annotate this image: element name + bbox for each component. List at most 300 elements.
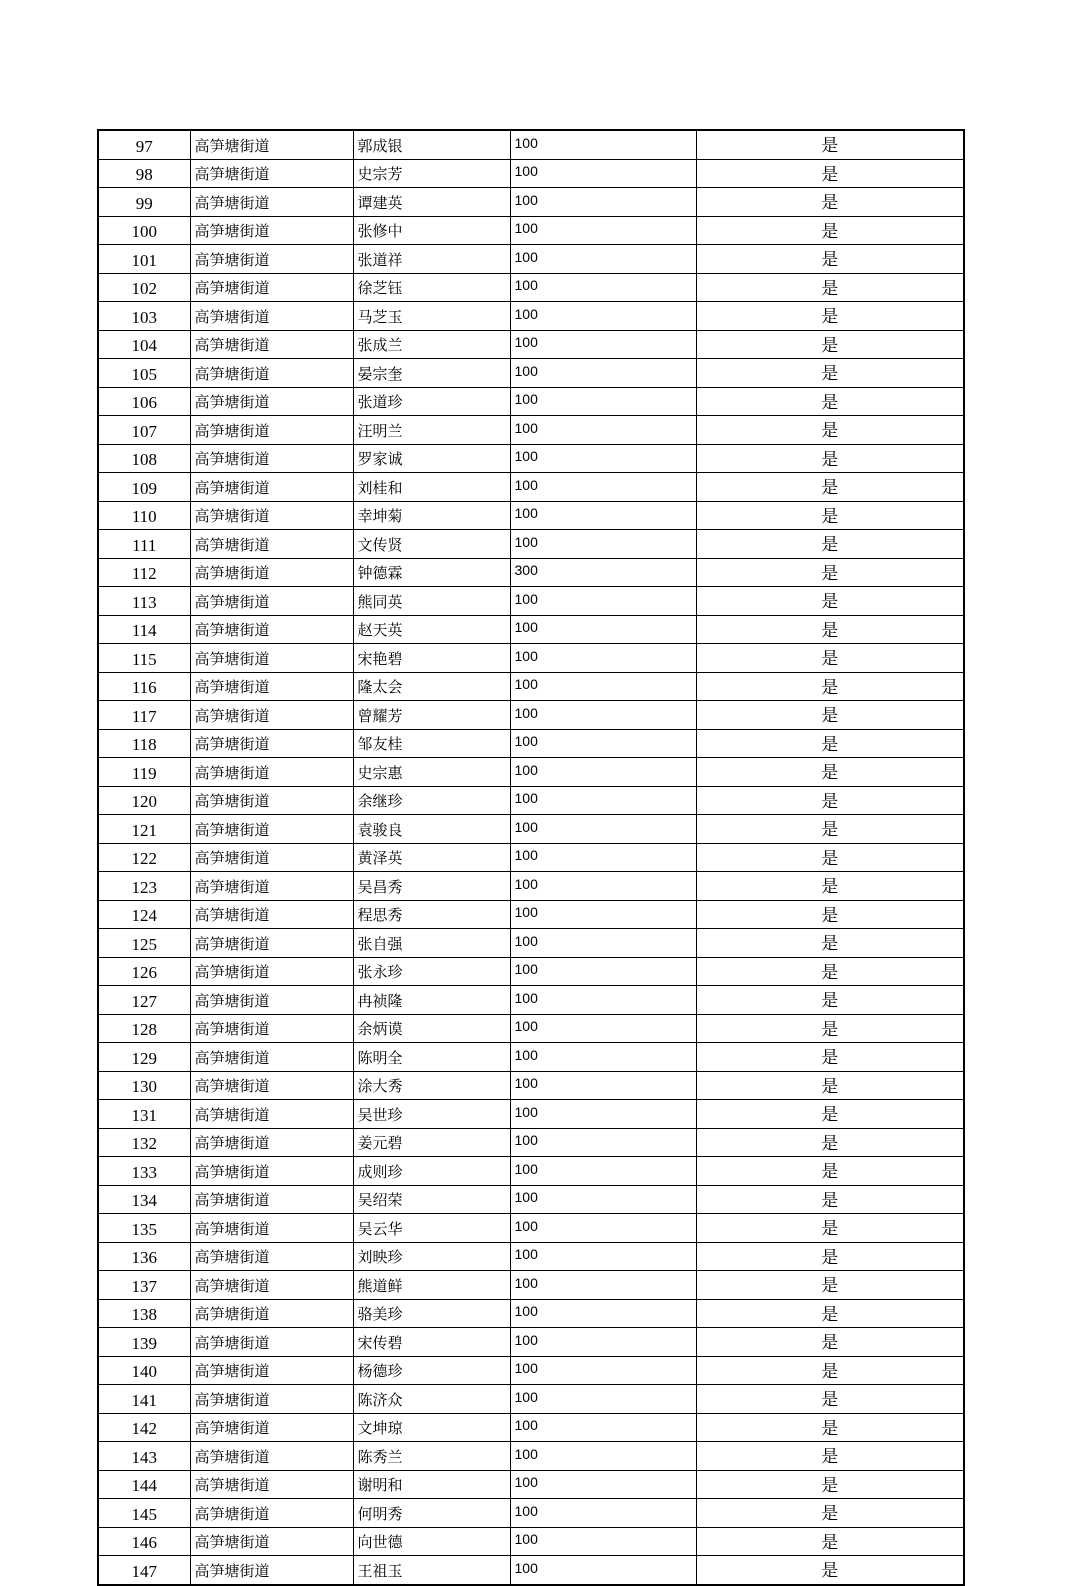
row-number-cell: 130 (98, 1071, 190, 1100)
person-name-cell: 马芝玉 (353, 302, 510, 331)
amount-cell: 100 (510, 444, 696, 473)
street-cell: 高笋塘街道 (190, 1385, 353, 1414)
flag-cell: 是 (696, 758, 964, 787)
street-cell: 高笋塘街道 (190, 216, 353, 245)
amount-cell: 100 (510, 530, 696, 559)
row-number-cell: 115 (98, 644, 190, 673)
amount-cell: 100 (510, 416, 696, 445)
person-name-cell: 程思秀 (353, 900, 510, 929)
person-name-cell: 姜元碧 (353, 1128, 510, 1157)
amount-cell: 100 (510, 986, 696, 1015)
row-number-cell: 114 (98, 615, 190, 644)
amount-cell: 100 (510, 1442, 696, 1471)
amount-cell: 100 (510, 957, 696, 986)
row-number-cell: 103 (98, 302, 190, 331)
flag-cell: 是 (696, 444, 964, 473)
flag-cell: 是 (696, 359, 964, 388)
row-number-cell: 104 (98, 330, 190, 359)
amount-cell: 100 (510, 786, 696, 815)
table-row (98, 644, 964, 673)
street-cell: 高笋塘街道 (190, 1100, 353, 1129)
table-row (98, 1413, 964, 1442)
flag-cell: 是 (696, 957, 964, 986)
table-row (98, 245, 964, 274)
row-number-cell: 111 (98, 530, 190, 559)
street-cell: 高笋塘街道 (190, 929, 353, 958)
flag-cell: 是 (696, 786, 964, 815)
amount-cell: 100 (510, 1385, 696, 1414)
row-number-cell: 100 (98, 216, 190, 245)
person-name-cell: 史宗芳 (353, 159, 510, 188)
street-cell: 高笋塘街道 (190, 1527, 353, 1556)
person-name-cell: 骆美珍 (353, 1299, 510, 1328)
table-row (98, 615, 964, 644)
amount-cell: 100 (510, 815, 696, 844)
table-row (98, 1328, 964, 1357)
flag-cell: 是 (696, 1071, 964, 1100)
table-row (98, 1100, 964, 1129)
amount-cell: 100 (510, 1014, 696, 1043)
street-cell: 高笋塘街道 (190, 273, 353, 302)
row-number-cell: 132 (98, 1128, 190, 1157)
table-row (98, 1556, 964, 1585)
flag-cell: 是 (696, 530, 964, 559)
table-row (98, 130, 964, 159)
street-cell: 高笋塘街道 (190, 387, 353, 416)
person-name-cell: 王祖玉 (353, 1556, 510, 1585)
amount-cell: 100 (510, 302, 696, 331)
table-row (98, 929, 964, 958)
table-row (98, 473, 964, 502)
table-row (98, 1128, 964, 1157)
person-name-cell: 赵天英 (353, 615, 510, 644)
street-cell: 高笋塘街道 (190, 1157, 353, 1186)
table-row (98, 444, 964, 473)
person-name-cell: 陈济众 (353, 1385, 510, 1414)
street-cell: 高笋塘街道 (190, 1071, 353, 1100)
table-row (98, 587, 964, 616)
street-cell: 高笋塘街道 (190, 1271, 353, 1300)
amount-cell: 300 (510, 558, 696, 587)
amount-cell: 100 (510, 872, 696, 901)
person-name-cell: 张自强 (353, 929, 510, 958)
row-number-cell: 102 (98, 273, 190, 302)
person-name-cell: 张道祥 (353, 245, 510, 274)
table-row (98, 1356, 964, 1385)
amount-cell: 100 (510, 1071, 696, 1100)
flag-cell: 是 (696, 986, 964, 1015)
flag-cell: 是 (696, 473, 964, 502)
flag-cell: 是 (696, 587, 964, 616)
street-cell: 高笋塘街道 (190, 1214, 353, 1243)
flag-cell: 是 (696, 644, 964, 673)
table-row (98, 672, 964, 701)
street-cell: 高笋塘街道 (190, 188, 353, 217)
street-cell: 高笋塘街道 (190, 302, 353, 331)
amount-cell: 100 (510, 900, 696, 929)
flag-cell: 是 (696, 843, 964, 872)
flag-cell: 是 (696, 1556, 964, 1585)
row-number-cell: 125 (98, 929, 190, 958)
person-name-cell: 谭建英 (353, 188, 510, 217)
person-name-cell: 吴云华 (353, 1214, 510, 1243)
table-row (98, 387, 964, 416)
amount-cell: 100 (510, 1356, 696, 1385)
row-number-cell: 122 (98, 843, 190, 872)
flag-cell: 是 (696, 1100, 964, 1129)
amount-cell: 100 (510, 1328, 696, 1357)
person-name-cell: 罗家诚 (353, 444, 510, 473)
flag-cell: 是 (696, 387, 964, 416)
flag-cell: 是 (696, 1271, 964, 1300)
person-name-cell: 谢明和 (353, 1470, 510, 1499)
row-number-cell: 143 (98, 1442, 190, 1471)
row-number-cell: 98 (98, 159, 190, 188)
person-name-cell: 刘映珍 (353, 1242, 510, 1271)
row-number-cell: 123 (98, 872, 190, 901)
row-number-cell: 147 (98, 1556, 190, 1585)
person-name-cell: 向世德 (353, 1527, 510, 1556)
table-row (98, 815, 964, 844)
table-row (98, 872, 964, 901)
amount-cell: 100 (510, 130, 696, 159)
flag-cell: 是 (696, 672, 964, 701)
table-row (98, 1157, 964, 1186)
amount-cell: 100 (510, 615, 696, 644)
amount-cell: 100 (510, 216, 696, 245)
person-name-cell: 袁骏良 (353, 815, 510, 844)
amount-cell: 100 (510, 758, 696, 787)
amount-cell: 100 (510, 729, 696, 758)
flag-cell: 是 (696, 216, 964, 245)
amount-cell: 100 (510, 501, 696, 530)
flag-cell: 是 (696, 273, 964, 302)
table-row (98, 843, 964, 872)
amount-cell: 100 (510, 1271, 696, 1300)
amount-cell: 100 (510, 929, 696, 958)
street-cell: 高笋塘街道 (190, 473, 353, 502)
row-number-cell: 107 (98, 416, 190, 445)
person-name-cell: 吴世珍 (353, 1100, 510, 1129)
flag-cell: 是 (696, 558, 964, 587)
person-name-cell: 陈秀兰 (353, 1442, 510, 1471)
person-name-cell: 黄泽英 (353, 843, 510, 872)
street-cell: 高笋塘街道 (190, 159, 353, 188)
table-row (98, 216, 964, 245)
flag-cell: 是 (696, 1214, 964, 1243)
person-name-cell: 徐芝钰 (353, 273, 510, 302)
table-row (98, 1071, 964, 1100)
row-number-cell: 129 (98, 1043, 190, 1072)
flag-cell: 是 (696, 729, 964, 758)
table-row (98, 758, 964, 787)
person-name-cell: 陈明全 (353, 1043, 510, 1072)
table-body (98, 130, 964, 1585)
flag-cell: 是 (696, 1356, 964, 1385)
person-name-cell: 汪明兰 (353, 416, 510, 445)
row-number-cell: 140 (98, 1356, 190, 1385)
person-name-cell: 宋传碧 (353, 1328, 510, 1357)
street-cell: 高笋塘街道 (190, 1242, 353, 1271)
amount-cell: 100 (510, 672, 696, 701)
street-cell: 高笋塘街道 (190, 587, 353, 616)
row-number-cell: 135 (98, 1214, 190, 1243)
row-number-cell: 108 (98, 444, 190, 473)
table-row (98, 1043, 964, 1072)
row-number-cell: 118 (98, 729, 190, 758)
person-name-cell: 张修中 (353, 216, 510, 245)
amount-cell: 100 (510, 1527, 696, 1556)
row-number-cell: 127 (98, 986, 190, 1015)
person-name-cell: 余炳谟 (353, 1014, 510, 1043)
table-row (98, 701, 964, 730)
row-number-cell: 121 (98, 815, 190, 844)
row-number-cell: 126 (98, 957, 190, 986)
street-cell: 高笋塘街道 (190, 1442, 353, 1471)
person-name-cell: 史宗惠 (353, 758, 510, 787)
street-cell: 高笋塘街道 (190, 872, 353, 901)
street-cell: 高笋塘街道 (190, 1556, 353, 1585)
flag-cell: 是 (696, 1299, 964, 1328)
flag-cell: 是 (696, 159, 964, 188)
row-number-cell: 110 (98, 501, 190, 530)
person-name-cell: 张道珍 (353, 387, 510, 416)
row-number-cell: 120 (98, 786, 190, 815)
amount-cell: 100 (510, 387, 696, 416)
amount-cell: 100 (510, 1242, 696, 1271)
flag-cell: 是 (696, 330, 964, 359)
table-row (98, 1242, 964, 1271)
person-name-cell: 宋艳碧 (353, 644, 510, 673)
table-row (98, 900, 964, 929)
amount-cell: 100 (510, 701, 696, 730)
row-number-cell: 99 (98, 188, 190, 217)
table-row (98, 1271, 964, 1300)
street-cell: 高笋塘街道 (190, 644, 353, 673)
flag-cell: 是 (696, 416, 964, 445)
row-number-cell: 144 (98, 1470, 190, 1499)
amount-cell: 100 (510, 330, 696, 359)
row-number-cell: 133 (98, 1157, 190, 1186)
row-number-cell: 145 (98, 1499, 190, 1528)
table-row (98, 1214, 964, 1243)
row-number-cell: 112 (98, 558, 190, 587)
amount-cell: 100 (510, 159, 696, 188)
amount-cell: 100 (510, 1157, 696, 1186)
street-cell: 高笋塘街道 (190, 843, 353, 872)
data-table (97, 129, 965, 1586)
row-number-cell: 101 (98, 245, 190, 274)
street-cell: 高笋塘街道 (190, 1185, 353, 1214)
amount-cell: 100 (510, 843, 696, 872)
row-number-cell: 134 (98, 1185, 190, 1214)
flag-cell: 是 (696, 1185, 964, 1214)
person-name-cell: 熊道鲜 (353, 1271, 510, 1300)
street-cell: 高笋塘街道 (190, 729, 353, 758)
flag-cell: 是 (696, 302, 964, 331)
street-cell: 高笋塘街道 (190, 1014, 353, 1043)
street-cell: 高笋塘街道 (190, 615, 353, 644)
flag-cell: 是 (696, 1499, 964, 1528)
row-number-cell: 137 (98, 1271, 190, 1300)
amount-cell: 100 (510, 188, 696, 217)
row-number-cell: 138 (98, 1299, 190, 1328)
street-cell: 高笋塘街道 (190, 1499, 353, 1528)
person-name-cell: 曾耀芳 (353, 701, 510, 730)
person-name-cell: 涂大秀 (353, 1071, 510, 1100)
row-number-cell: 106 (98, 387, 190, 416)
street-cell: 高笋塘街道 (190, 900, 353, 929)
flag-cell: 是 (696, 245, 964, 274)
row-number-cell: 124 (98, 900, 190, 929)
table-row (98, 273, 964, 302)
street-cell: 高笋塘街道 (190, 245, 353, 274)
amount-cell: 100 (510, 473, 696, 502)
street-cell: 高笋塘街道 (190, 530, 353, 559)
person-name-cell: 幸坤菊 (353, 501, 510, 530)
amount-cell: 100 (510, 1470, 696, 1499)
person-name-cell: 成则珍 (353, 1157, 510, 1186)
row-number-cell: 109 (98, 473, 190, 502)
flag-cell: 是 (696, 1128, 964, 1157)
flag-cell: 是 (696, 1385, 964, 1414)
person-name-cell: 熊同英 (353, 587, 510, 616)
person-name-cell: 邹友桂 (353, 729, 510, 758)
amount-cell: 100 (510, 1128, 696, 1157)
flag-cell: 是 (696, 701, 964, 730)
flag-cell: 是 (696, 1470, 964, 1499)
amount-cell: 100 (510, 644, 696, 673)
flag-cell: 是 (696, 1043, 964, 1072)
flag-cell: 是 (696, 501, 964, 530)
amount-cell: 100 (510, 1043, 696, 1072)
person-name-cell: 晏宗奎 (353, 359, 510, 388)
table-row (98, 1499, 964, 1528)
row-number-cell: 139 (98, 1328, 190, 1357)
table-row (98, 786, 964, 815)
row-number-cell: 128 (98, 1014, 190, 1043)
street-cell: 高笋塘街道 (190, 986, 353, 1015)
person-name-cell: 杨德珍 (353, 1356, 510, 1385)
street-cell: 高笋塘街道 (190, 786, 353, 815)
person-name-cell: 张成兰 (353, 330, 510, 359)
table-row (98, 1014, 964, 1043)
table-row (98, 330, 964, 359)
amount-cell: 100 (510, 1214, 696, 1243)
street-cell: 高笋塘街道 (190, 815, 353, 844)
amount-cell: 100 (510, 273, 696, 302)
street-cell: 高笋塘街道 (190, 416, 353, 445)
flag-cell: 是 (696, 1242, 964, 1271)
person-name-cell: 张永珍 (353, 957, 510, 986)
table-row (98, 530, 964, 559)
table-row (98, 558, 964, 587)
amount-cell: 100 (510, 359, 696, 388)
amount-cell: 100 (510, 1556, 696, 1585)
flag-cell: 是 (696, 929, 964, 958)
amount-cell: 100 (510, 245, 696, 274)
table-row (98, 501, 964, 530)
table-row (98, 1385, 964, 1414)
flag-cell: 是 (696, 188, 964, 217)
person-name-cell: 余继珍 (353, 786, 510, 815)
table-row (98, 1527, 964, 1556)
row-number-cell: 141 (98, 1385, 190, 1414)
table-row (98, 359, 964, 388)
person-name-cell: 何明秀 (353, 1499, 510, 1528)
person-name-cell: 刘桂和 (353, 473, 510, 502)
table-row (98, 188, 964, 217)
street-cell: 高笋塘街道 (190, 444, 353, 473)
table-row (98, 957, 964, 986)
person-name-cell: 吴绍荣 (353, 1185, 510, 1214)
street-cell: 高笋塘街道 (190, 1299, 353, 1328)
street-cell: 高笋塘街道 (190, 558, 353, 587)
person-name-cell: 吴昌秀 (353, 872, 510, 901)
person-name-cell: 钟德霖 (353, 558, 510, 587)
flag-cell: 是 (696, 872, 964, 901)
flag-cell: 是 (696, 1014, 964, 1043)
street-cell: 高笋塘街道 (190, 330, 353, 359)
flag-cell: 是 (696, 1442, 964, 1471)
amount-cell: 100 (510, 1413, 696, 1442)
street-cell: 高笋塘街道 (190, 501, 353, 530)
flag-cell: 是 (696, 900, 964, 929)
row-number-cell: 97 (98, 130, 190, 159)
flag-cell: 是 (696, 815, 964, 844)
street-cell: 高笋塘街道 (190, 1413, 353, 1442)
person-name-cell: 冉祯隆 (353, 986, 510, 1015)
table-row (98, 302, 964, 331)
flag-cell: 是 (696, 1527, 964, 1556)
street-cell: 高笋塘街道 (190, 672, 353, 701)
street-cell: 高笋塘街道 (190, 1470, 353, 1499)
row-number-cell: 146 (98, 1527, 190, 1556)
row-number-cell: 105 (98, 359, 190, 388)
person-name-cell: 文传贤 (353, 530, 510, 559)
row-number-cell: 119 (98, 758, 190, 787)
table-row (98, 986, 964, 1015)
row-number-cell: 142 (98, 1413, 190, 1442)
row-number-cell: 117 (98, 701, 190, 730)
amount-cell: 100 (510, 587, 696, 616)
flag-cell: 是 (696, 1157, 964, 1186)
flag-cell: 是 (696, 615, 964, 644)
table-row (98, 416, 964, 445)
street-cell: 高笋塘街道 (190, 1328, 353, 1357)
row-number-cell: 131 (98, 1100, 190, 1129)
flag-cell: 是 (696, 1328, 964, 1357)
street-cell: 高笋塘街道 (190, 1043, 353, 1072)
person-name-cell: 郭成银 (353, 130, 510, 159)
amount-cell: 100 (510, 1100, 696, 1129)
table-row (98, 1185, 964, 1214)
street-cell: 高笋塘街道 (190, 1128, 353, 1157)
street-cell: 高笋塘街道 (190, 758, 353, 787)
row-number-cell: 113 (98, 587, 190, 616)
amount-cell: 100 (510, 1185, 696, 1214)
flag-cell: 是 (696, 1413, 964, 1442)
row-number-cell: 136 (98, 1242, 190, 1271)
street-cell: 高笋塘街道 (190, 359, 353, 388)
table-row (98, 1470, 964, 1499)
street-cell: 高笋塘街道 (190, 701, 353, 730)
row-number-cell: 116 (98, 672, 190, 701)
flag-cell: 是 (696, 130, 964, 159)
table-row (98, 159, 964, 188)
person-name-cell: 文坤琼 (353, 1413, 510, 1442)
street-cell: 高笋塘街道 (190, 130, 353, 159)
